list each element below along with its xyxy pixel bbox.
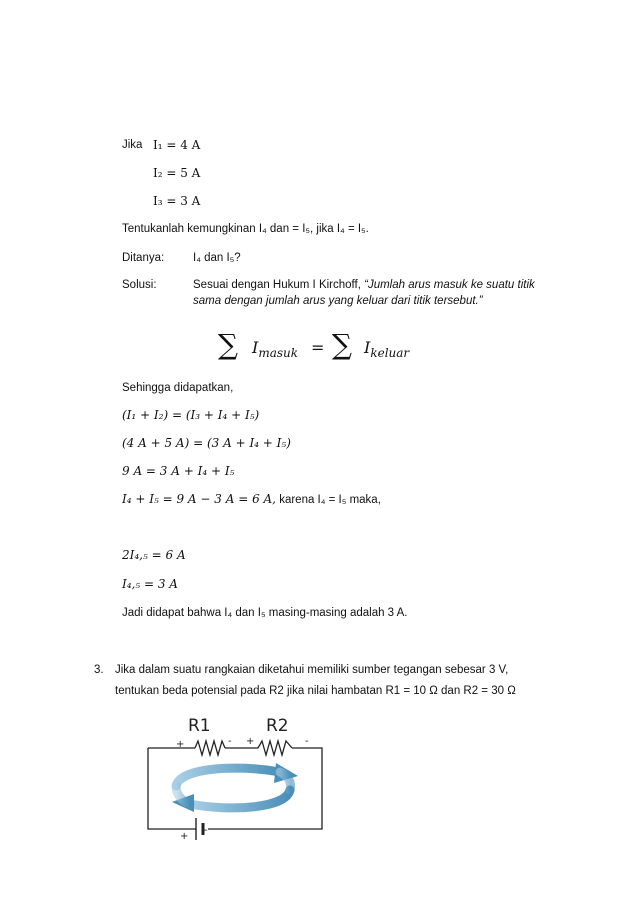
battery-plus-sign: +	[180, 831, 189, 842]
resistor-r1	[195, 741, 225, 755]
solusi-line1-plain: Sesuai dengan Hukum I Kirchoff,	[193, 279, 365, 291]
formula-right-var: I	[364, 338, 371, 357]
sigma-right: ∑	[332, 328, 352, 361]
task-text: Tentukanlah kemungkinan I₄ dan = I₅, jika I₄ = I₅.	[122, 223, 369, 235]
current-flow-arrows-icon	[172, 763, 298, 812]
equation-2: (4 A + 5 A) = (3 A + I₄ + I₅)	[122, 436, 291, 450]
r1-plus-sign: +	[176, 739, 185, 750]
equation-5: 2I₄,₅ = 6 A	[122, 548, 186, 562]
given-i1: I₁ = 4 A	[153, 138, 201, 152]
battery-minus-sign: -	[204, 825, 208, 836]
given-jika-label: Jika	[122, 139, 143, 151]
sigma-left: ∑	[218, 328, 238, 361]
ditanya-value: I₄ dan I₅?	[193, 252, 241, 264]
r2-plus-sign: +	[246, 736, 255, 747]
given-i3: I₃ = 3 A	[153, 194, 201, 208]
derivation-intro: Sehingga didapatkan,	[122, 382, 234, 394]
ditanya-label: Ditanya:	[122, 252, 165, 264]
resistor-r2	[258, 741, 292, 755]
formula-left-sub: masuk	[258, 346, 299, 360]
equation-1: (I₁ + I₂) = (I₃ + I₄ + I₅)	[122, 408, 260, 422]
problem3-line2: tentukan beda potensial pada R2 jika nilai hambatan R1 = 10 Ω dan R2 = 30 Ω	[115, 685, 516, 697]
solusi-line2: sama dengan jumlah arus yang keluar dari titik tersebut.”	[193, 295, 483, 307]
solusi-line1-quote: “Jumlah arus masuk ke suatu titik	[364, 279, 535, 291]
formula-right-sub: keluar	[370, 346, 410, 360]
problem3-line1: Jika dalam suatu rangkaian diketahui memiliki sumber tegangan sebesar 3 V,	[115, 664, 509, 676]
equation-4-tail: karena I₄ = I₅ maka,	[276, 494, 381, 506]
problem3-number: 3.	[94, 664, 104, 676]
r1-minus-sign: -	[228, 736, 232, 747]
formula-left-var: I	[252, 338, 259, 357]
formula-equals: =	[311, 338, 325, 357]
solusi-label: Solusi:	[122, 279, 157, 291]
conclusion-text: Jadi didapat bahwa I₄ dan I₅ masing-masing adalah 3 A.	[122, 607, 408, 619]
equation-4-math: I₄ + I₅ = 9 A − 3 A = 6 A,	[122, 492, 276, 506]
r2-label: R2	[266, 716, 289, 736]
r1-label: R1	[188, 716, 211, 736]
r2-minus-sign: -	[305, 736, 309, 747]
equation-6: I₄,₅ = 3 A	[122, 577, 178, 591]
equation-3: 9 A = 3 A + I₄ + I₅	[122, 464, 235, 478]
given-i2: I₂ = 5 A	[153, 166, 201, 180]
